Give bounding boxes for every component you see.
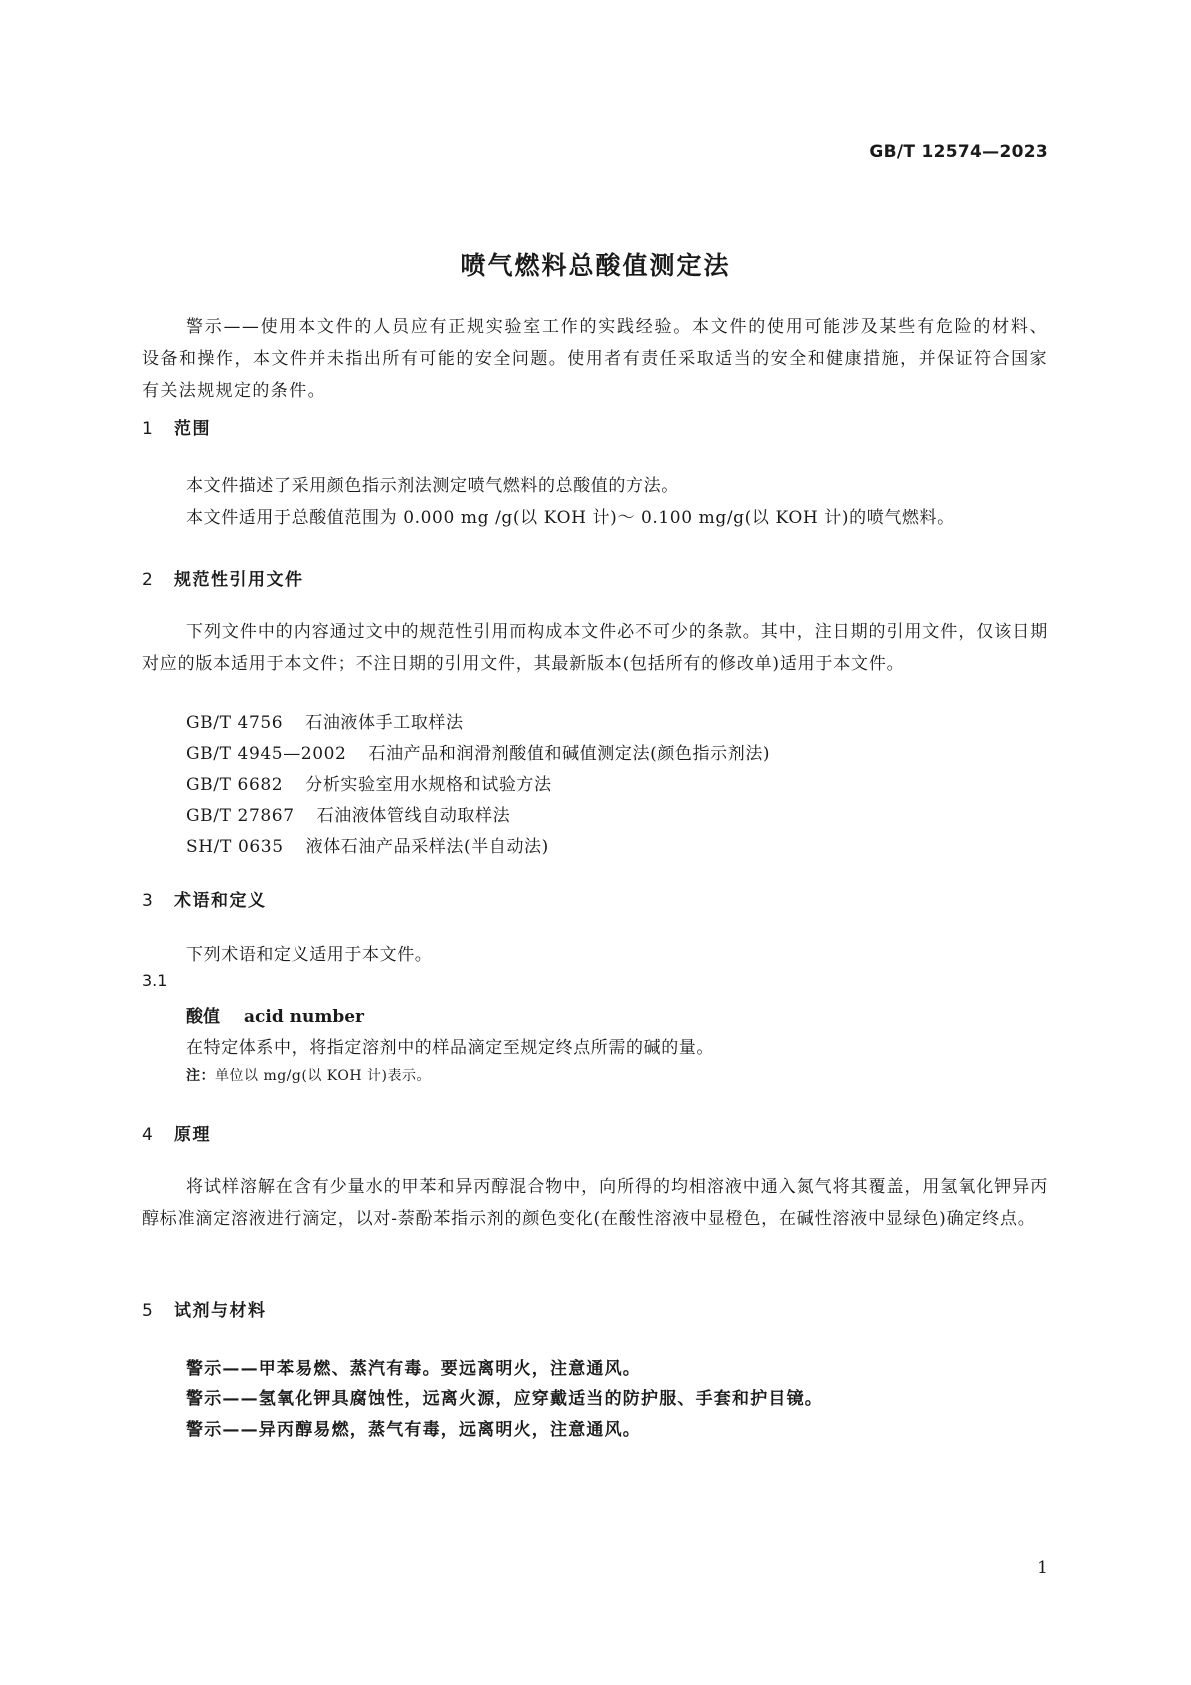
term-english: acid number [244, 1007, 364, 1027]
reference-title: 液体石油产品采样法(半自动法) [305, 837, 549, 857]
reference-code: GB/T 4945—2002 [186, 744, 347, 764]
section-title: 试剂与材料 [174, 1301, 267, 1321]
section-title: 范围 [174, 419, 211, 439]
term-entry [186, 1002, 364, 1027]
section-number: 3 [142, 891, 155, 911]
reagent-warning: 警示——氢氧化钾具腐蚀性，远离火源，应穿戴适当的防护服、手套和护目镜。 [186, 1389, 823, 1409]
reference-title: 石油液体手工取样法 [305, 713, 464, 733]
reference-item [186, 770, 552, 795]
section-1-heading [142, 414, 211, 439]
section-number: 4 [142, 1125, 155, 1145]
reference-code: GB/T 4756 [186, 713, 284, 733]
section-number: 2 [142, 570, 155, 590]
page-number: 1 [1037, 1558, 1048, 1578]
term-number: 3.1 [142, 971, 168, 990]
term-note [186, 1065, 431, 1085]
standard-code: GB/T 12574—2023 [869, 142, 1048, 162]
reference-item [186, 708, 464, 733]
term-definition: 在特定体系中，将指定溶剂中的样品滴定至规定终点所需的碱的量。 [186, 1038, 714, 1058]
section-4-heading [142, 1120, 211, 1145]
reference-title: 石油液体管线自动取样法 [316, 806, 511, 826]
reagent-warning: 警示——异丙醇易燃，蒸气有毒，远离明火，注意通风。 [186, 1420, 641, 1440]
principle-paragraph: 将试样溶解在含有少量水的甲苯和异丙醇混合物中，向所得的均相溶液中通入氮气将其覆盖，用氢氧化钾异丙醇标准滴定溶液进行滴定，以对-萘酚苯指示剂的颜色变化(在酸性溶液中显橙色，在碱性溶液中显绿色)确定终点。 [142, 1177, 1048, 1229]
section-number: 1 [142, 419, 155, 439]
note-label: 注： [186, 1068, 215, 1084]
scope-paragraph-2: 本文件适用于总酸值范围为 0.000 mg /g(以 KOH 计)～ 0.100 mg/g(以 KOH 计)的喷气燃料。 [186, 508, 955, 528]
reagent-warning: 警示——甲苯易燃、蒸汽有毒。要远离明火，注意通风。 [186, 1359, 641, 1379]
term-chinese: 酸值 [186, 1007, 220, 1027]
normative-references-intro: 下列文件中的内容通过文中的规范性引用而构成本文件必不可少的条款。其中，注日期的引用文件，仅该日期对应的版本适用于本文件；不注日期的引用文件，其最新版本(包括所有的修改单)适用于本文件。 [142, 622, 1048, 674]
scope-paragraph-1: 本文件描述了采用颜色指示剂法测定喷气燃料的总酸值的方法。 [186, 476, 679, 496]
note-text: 单位以 mg/g(以 KOH 计)表示。 [215, 1068, 431, 1084]
section-2-heading [142, 565, 304, 590]
reference-item [186, 832, 549, 857]
section-title: 原理 [174, 1125, 211, 1145]
reference-title: 分析实验室用水规格和试验方法 [305, 775, 552, 795]
reference-code: GB/T 6682 [186, 775, 284, 795]
reference-item [186, 739, 770, 764]
terms-intro: 下列术语和定义适用于本文件。 [186, 945, 433, 965]
section-number: 5 [142, 1301, 155, 1321]
document-title: 喷气燃料总酸值测定法 [460, 251, 731, 280]
section-title: 规范性引用文件 [174, 570, 304, 590]
reference-item [186, 801, 510, 826]
reference-code: SH/T 0635 [186, 837, 284, 857]
section-5-heading [142, 1296, 267, 1321]
reference-title: 石油产品和润滑剂酸值和碱值测定法(颜色指示剂法) [368, 744, 771, 764]
section-title: 术语和定义 [174, 891, 267, 911]
section-3-heading [142, 886, 267, 911]
reference-code: GB/T 27867 [186, 806, 295, 826]
safety-warning: 警示——使用本文件的人员应有正规实验室工作的实践经验。本文件的使用可能涉及某些有危险的材料、设备和操作，本文件并未指出所有可能的安全问题。使用者有责任采取适当的安全和健康措施，并保证符合国家有关法规规定的条件。 [142, 317, 1048, 401]
